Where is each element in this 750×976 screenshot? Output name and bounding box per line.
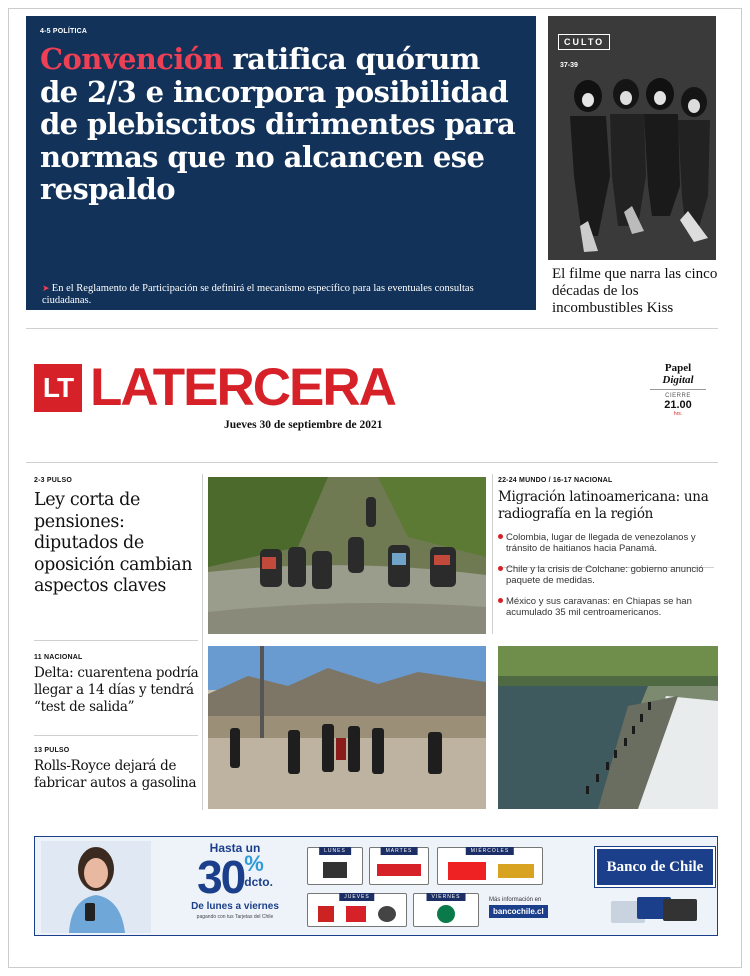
- story-pensiones[interactable]: [34, 477, 194, 598]
- story-rolls-royce[interactable]: [34, 747, 200, 792]
- story-section: 22-24 MUNDO / 16-17 NACIONAL: [498, 477, 613, 484]
- culto-tag: CULTO: [558, 34, 610, 50]
- store-box-lunes: LUNES: [307, 847, 363, 885]
- story-section: 11 NACIONAL: [34, 654, 83, 661]
- lead-kicker: 4-5 POLÍTICA: [40, 28, 88, 35]
- story-migracion[interactable]: [498, 477, 714, 618]
- story-title: Rolls-Royce dejará de fabricar autos a gasolina: [34, 758, 197, 791]
- lead-headline-text: ratifica quórum de 2/3 e incorpora posibilidad de plebiscitos dirimentes para normas que no alcancen ese respaldo: [40, 42, 516, 206]
- story-delta[interactable]: [34, 654, 200, 716]
- papel-unit: hrs.: [673, 411, 683, 417]
- migrants-dam-photo[interactable]: [498, 646, 718, 809]
- edition-date: Jueves 30 de septiembre de 2021: [224, 419, 383, 431]
- bank-advertisement[interactable]: [34, 836, 718, 936]
- divider: [650, 389, 706, 390]
- bank-url-link[interactable]: bancochile.cl: [489, 905, 548, 918]
- bank-logo[interactable]: Banco de Chile: [595, 847, 715, 887]
- lead-headline: [40, 43, 522, 206]
- kiss-band-image: [548, 16, 716, 260]
- woman-phone-image: [41, 841, 151, 933]
- papel-digital-box[interactable]: [650, 362, 706, 417]
- credit-cards-image: [611, 895, 701, 925]
- store-box-miercoles: MIÉRCOLES: [437, 847, 543, 885]
- bullet-item: México y sus caravanas: en Chiapas se han acumulado 35 mil centroamericanos.: [498, 596, 714, 618]
- bullet-item: Chile y la crisis de Colchane: gobierno anunció paquete de medidas.: [498, 564, 714, 586]
- story-section: 13 PULSO: [34, 747, 70, 754]
- ad-days: De lunes a viernes: [191, 901, 279, 912]
- divider: [26, 328, 718, 329]
- culto-photo[interactable]: [548, 16, 716, 260]
- ad-note: pagando con tus Tarjetas del Chile: [196, 914, 274, 920]
- story-title: Migración latinoamericana: una radiografía en la región: [498, 489, 709, 522]
- papel-line2: Digital: [662, 374, 694, 386]
- divider: [34, 735, 198, 736]
- divider: [202, 474, 203, 810]
- papel-cierre: CIERRE: [665, 393, 691, 399]
- dam-crossing-image: [498, 646, 718, 809]
- lead-story[interactable]: [26, 16, 536, 310]
- story-section: 2-3 PULSO: [34, 477, 72, 484]
- lead-subhead: [42, 282, 520, 307]
- divider: [34, 640, 198, 641]
- store-box-viernes: VIERNES: [413, 893, 479, 927]
- ad-percent: 30: [197, 851, 245, 903]
- arrow-icon: ➤: [42, 283, 52, 293]
- culto-caption[interactable]: El filme que narra las cinco décadas de los incombustibles Kiss: [552, 266, 718, 316]
- culto-pages: 37-39: [560, 62, 578, 69]
- desert-walk-image: [208, 646, 486, 809]
- migrants-river-photo[interactable]: [208, 477, 486, 634]
- papel-line1: Papel: [664, 362, 692, 374]
- bullet-item: Colombia, lugar de llegada de venezolanos y tránsito de haitianos hacia Panamá.: [498, 532, 714, 554]
- story-title: Delta: cuarentena podría llegar a 14 días y tendrá “test de salida”: [34, 665, 199, 715]
- ad-fine-print: [34, 937, 718, 943]
- ad-more-info: Más información en bancochile.cl: [489, 897, 573, 918]
- lead-headline-highlight: Convención: [40, 42, 223, 76]
- ad-dcto: dcto.: [244, 875, 273, 889]
- story-title: Ley corta de pensiones: diputados de oposición cambian aspectos claves: [34, 490, 193, 596]
- logo-box[interactable]: LT: [34, 364, 82, 412]
- migrants-desert-photo[interactable]: [208, 646, 486, 809]
- river-crossing-image: [208, 477, 486, 634]
- ad-line1: Hasta un: [209, 841, 261, 855]
- ad-percent-row: [175, 851, 295, 903]
- store-box-martes: MARTES: [369, 847, 429, 885]
- divider: [492, 474, 493, 634]
- papel-time: 21.00: [664, 399, 692, 411]
- divider: [26, 462, 718, 463]
- ad-offer: [175, 841, 295, 920]
- ad-percent-sign: %: [244, 851, 264, 876]
- story-bullets: [498, 532, 714, 618]
- store-box-jueves: JUEVES: [307, 893, 407, 927]
- lead-subhead-text: En el Reglamento de Participación se definirá el mecanismo específico para las eventuales consultas ciudadanas.: [42, 283, 474, 306]
- logo-name[interactable]: LATERCERA: [90, 358, 395, 417]
